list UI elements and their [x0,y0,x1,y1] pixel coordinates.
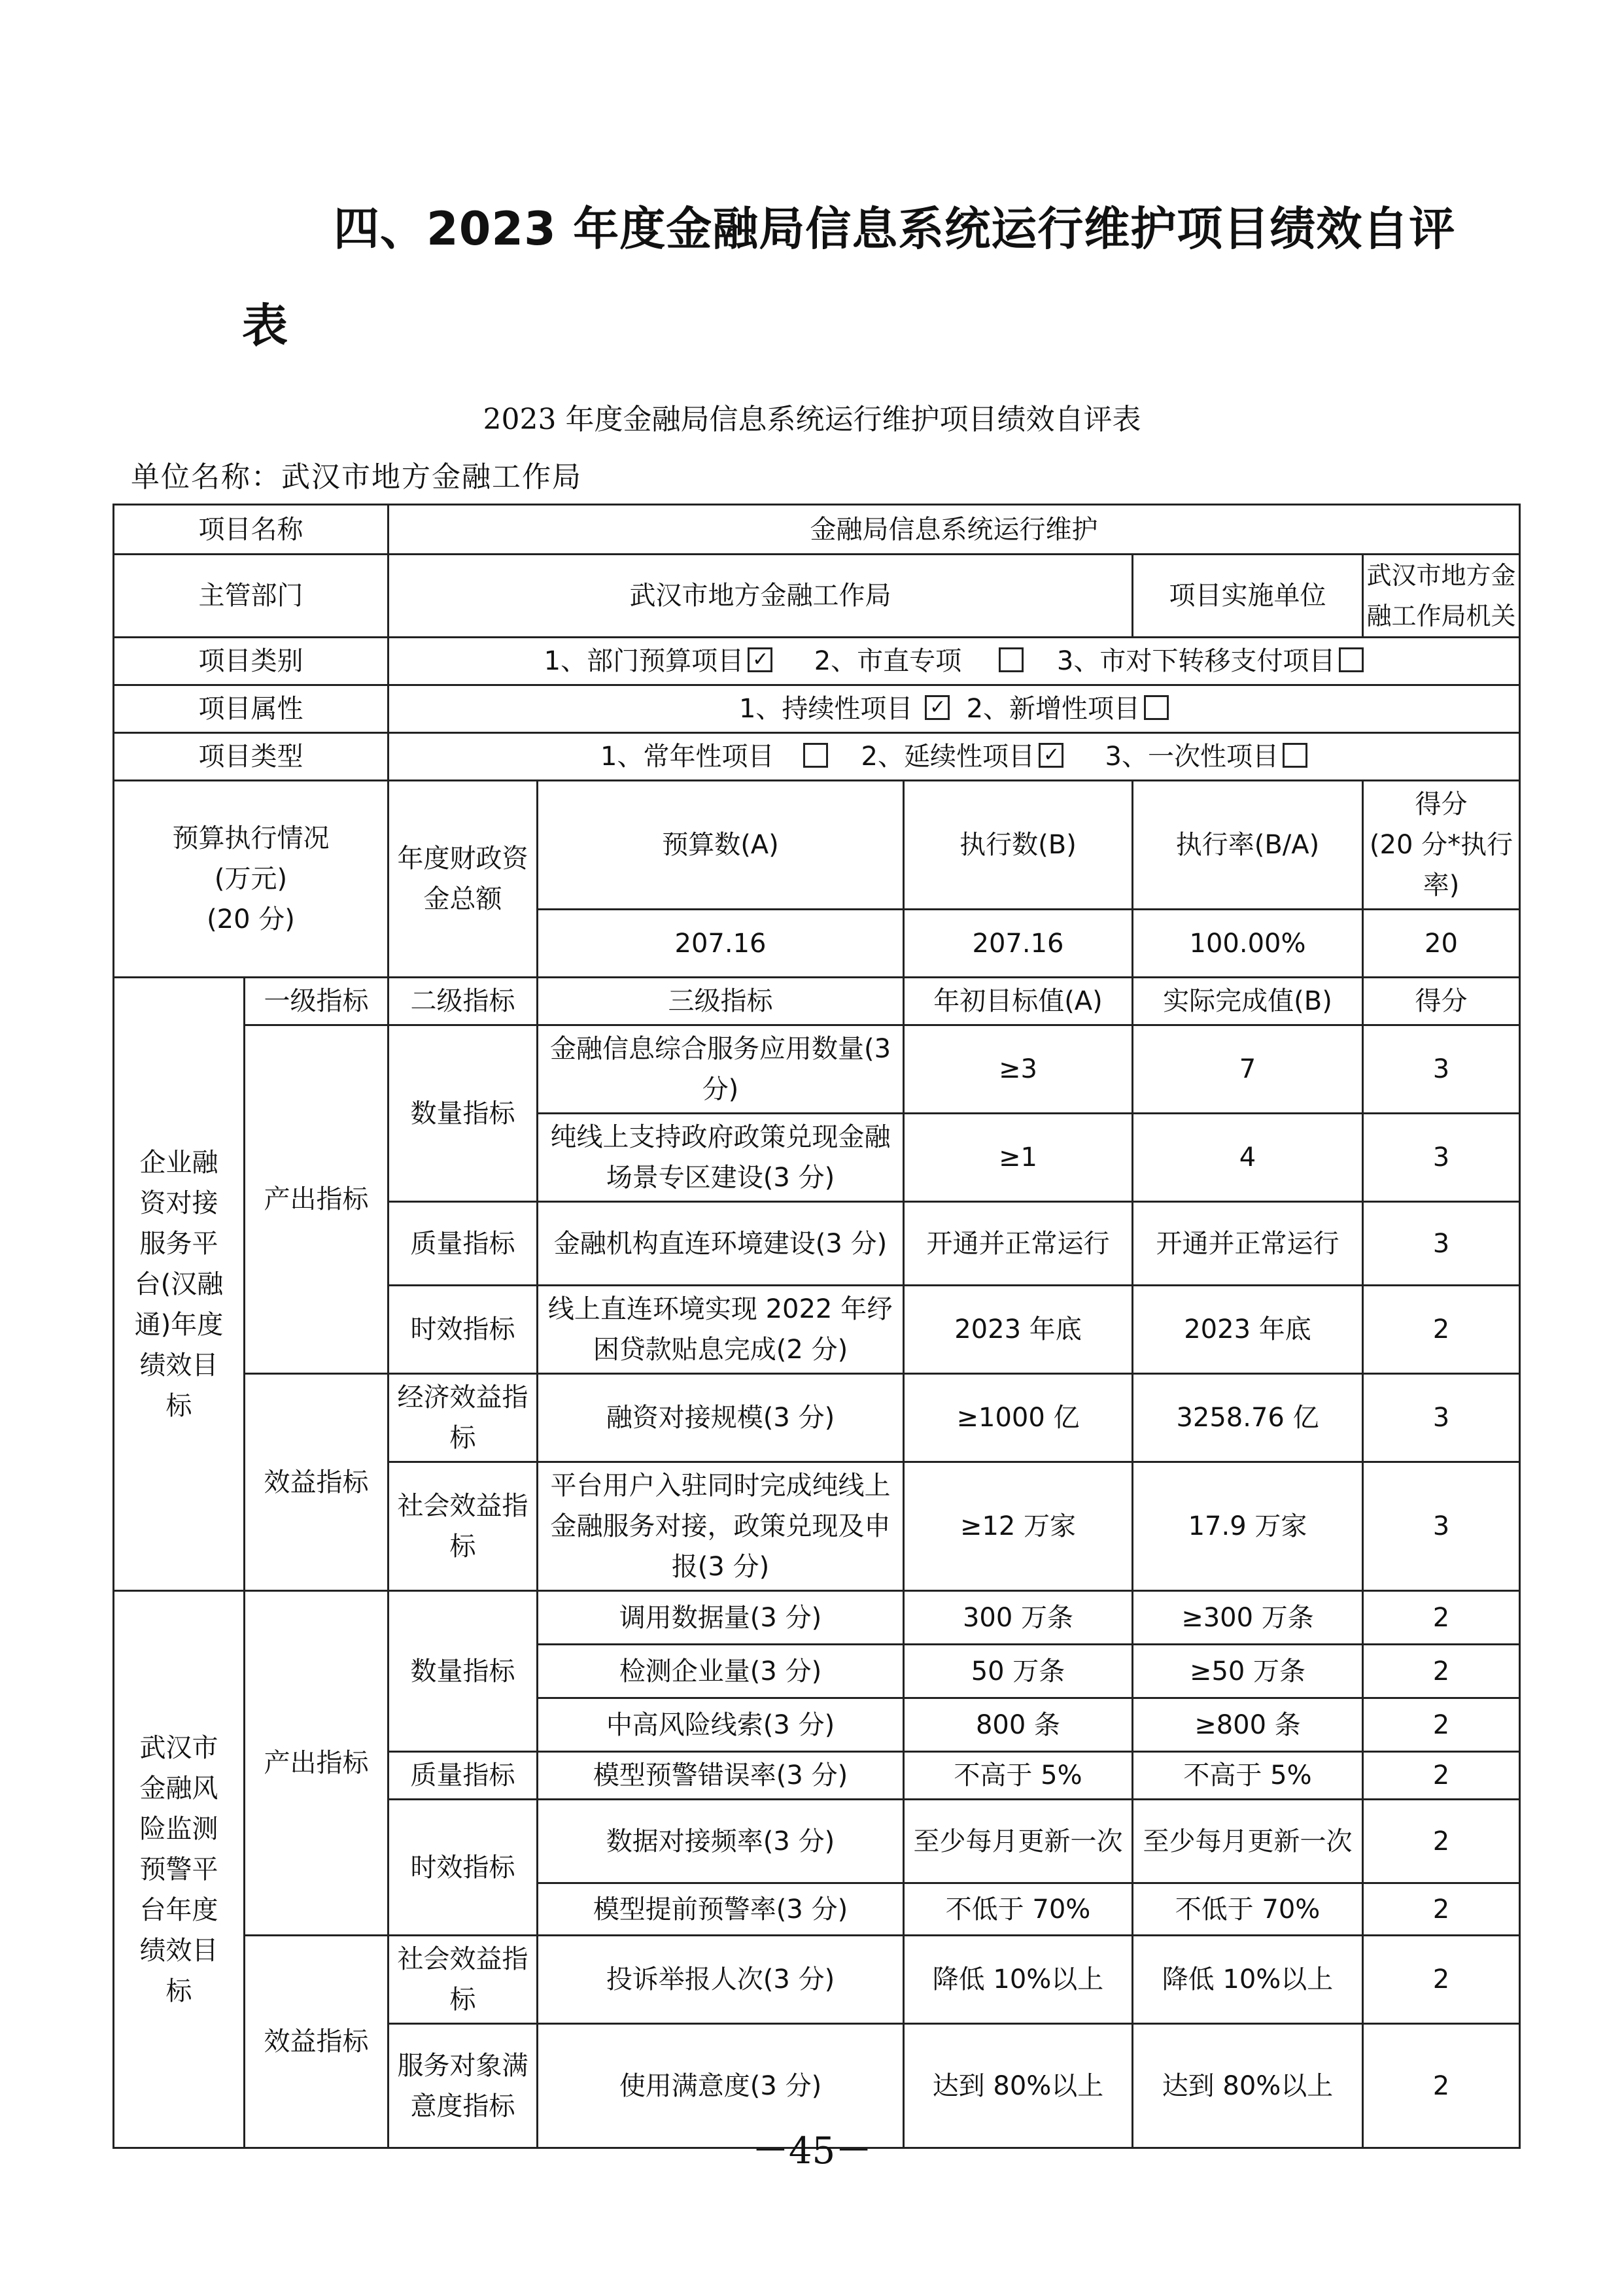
s1-social-label: 社会效益指标 [389,1462,538,1591]
type-option-3: 3、一次性项目 [1105,742,1279,772]
col-score [1363,781,1520,910]
category-option-2: 2、市直专项 [814,646,962,676]
s2-social-label: 社会效益指标 [389,1936,538,2024]
checkbox-icon[interactable] [1339,647,1364,672]
actual: 4 [1133,1114,1363,1202]
col-executed: 执行数(B) [904,781,1133,910]
score: 2 [1363,1752,1520,1800]
col-rate: 执行率(B/A) [1133,781,1363,910]
checkbox-checked-icon[interactable] [1039,743,1063,768]
indicator: 纯线上支持政府政策兑现金融场景专区建设(3 分) [538,1114,904,1202]
target: 50 万条 [904,1645,1133,1698]
actual: ≥50 万条 [1133,1645,1363,1698]
col-score-line: 得分 [1415,789,1468,819]
attr-label: 项目属性 [114,685,389,733]
actual: 至少每月更新一次 [1133,1800,1363,1883]
indicator: 检测企业量(3 分) [538,1645,904,1698]
score: 2 [1363,1591,1520,1645]
indicator: 融资对接规模(3 分) [538,1374,904,1462]
dept-label: 主管部门 [114,555,389,638]
score: 2 [1363,2024,1520,2148]
actual: 达到 80%以上 [1133,2024,1363,2148]
actual: ≥300 万条 [1133,1591,1363,1645]
s1-quality-label: 质量指标 [389,1202,538,1286]
rate-value: 100.00% [1133,910,1363,978]
page-heading-continued: 表 [242,299,288,352]
page-heading: 四、2023 年度金融局信息系统运行维护项目绩效自评 [334,202,1456,256]
checkbox-icon[interactable] [999,647,1024,672]
col-score-line: (20 分*执行率) [1369,830,1513,900]
executed-value: 207.16 [904,910,1133,978]
target: 开通并正常运行 [904,1202,1133,1286]
category-option-1: 1、部门预算项目 [544,646,744,676]
budget-value: 207.16 [538,910,904,978]
score: 2 [1363,1883,1520,1936]
indicator: 使用满意度(3 分) [538,2024,904,2148]
actual: 3258.76 亿 [1133,1374,1363,1462]
score: 2 [1363,1286,1520,1374]
category-label: 项目类别 [114,638,389,685]
target: 300 万条 [904,1591,1133,1645]
self-evaluation-table [112,504,1521,2149]
actual: ≥800 条 [1133,1698,1363,1752]
project-name-value: 金融局信息系统运行维护 [389,505,1520,555]
indicator: 平台用户入驻同时完成纯线上金融服务对接，政策兑现及申报(3 分) [538,1462,904,1591]
actual: 不高于 5% [1133,1752,1363,1800]
header-lvl2: 二级指标 [389,978,538,1025]
target: 降低 10%以上 [904,1936,1133,2024]
indicator: 中高风险线索(3 分) [538,1698,904,1752]
s1-output-label: 产出指标 [245,1025,389,1374]
target: 达到 80%以上 [904,2024,1133,2148]
target: 不高于 5% [904,1752,1133,1800]
actual: 开通并正常运行 [1133,1202,1363,1286]
project-name-label: 项目名称 [114,505,389,555]
header-target: 年初目标值(A) [904,978,1133,1025]
type-option-2: 2、延续性项目 [861,742,1035,772]
score: 3 [1363,1114,1520,1202]
indicator: 调用数据量(3 分) [538,1591,904,1645]
target: 至少每月更新一次 [904,1800,1133,1883]
target: ≥1 [904,1114,1133,1202]
score: 3 [1363,1025,1520,1114]
s1-benefit-label: 效益指标 [245,1374,389,1591]
s2-benefit-label: 效益指标 [245,1936,389,2148]
budget-label-line: 预算执行情况 [172,823,330,853]
indicator: 金融机构直连环境建设(3 分) [538,1202,904,1286]
target: 800 条 [904,1698,1133,1752]
target: 不低于 70% [904,1883,1133,1936]
target: ≥12 万家 [904,1462,1133,1591]
score: 3 [1363,1202,1520,1286]
type-label: 项目类型 [114,733,389,781]
dept-value: 武汉市地方金融工作局 [389,555,1133,638]
indicator: 金融信息综合服务应用数量(3 分) [538,1025,904,1114]
actual: 降低 10%以上 [1133,1936,1363,2024]
score-value: 20 [1363,910,1520,978]
actual: 不低于 70% [1133,1883,1363,1936]
impl-label: 项目实施单位 [1133,555,1363,638]
fund-label: 年度财政资金总额 [389,781,538,978]
score: 2 [1363,1800,1520,1883]
category-options [389,638,1520,685]
s1-time-label: 时效指标 [389,1286,538,1374]
target: 2023 年底 [904,1286,1133,1374]
s2-qty-label: 数量指标 [389,1591,538,1752]
indicator: 模型预警错误率(3 分) [538,1752,904,1800]
checkbox-icon[interactable] [803,743,828,768]
score: 2 [1363,1645,1520,1698]
score: 2 [1363,1936,1520,2024]
s2-time-label: 时效指标 [389,1800,538,1936]
col-budget: 预算数(A) [538,781,904,910]
actual: 2023 年底 [1133,1286,1363,1374]
category-option-3: 3、市对下转移支付项目 [1056,646,1336,676]
checkbox-icon[interactable] [1283,743,1307,768]
indicator: 模型提前预警率(3 分) [538,1883,904,1936]
target: ≥1000 亿 [904,1374,1133,1462]
s2-satisfaction-label: 服务对象满意度指标 [389,2024,538,2148]
impl-value: 武汉市地方金融工作局机关 [1363,555,1520,638]
actual: 7 [1133,1025,1363,1114]
indicator: 投诉举报人次(3 分) [538,1936,904,2024]
header-score: 得分 [1363,978,1520,1025]
budget-label [114,781,389,978]
type-options [389,733,1520,781]
indicator: 数据对接频率(3 分) [538,1800,904,1883]
type-option-1: 1、常年性项目 [600,742,774,772]
attr-option-2: 2、新增性项目 [966,694,1141,724]
header-lvl3: 三级指标 [538,978,904,1025]
score: 3 [1363,1462,1520,1591]
s2-output-label: 产出指标 [245,1591,389,1936]
checkbox-icon[interactable] [1144,695,1169,720]
s1-econ-label: 经济效益指标 [389,1374,538,1462]
header-actual: 实际完成值(B) [1133,978,1363,1025]
checkbox-checked-icon[interactable] [748,647,772,672]
s2-quality-label: 质量指标 [389,1752,538,1800]
score: 3 [1363,1374,1520,1462]
unit-name: 单位名称：武汉市地方金融工作局 [131,460,582,494]
page-number: －45－ [752,2130,872,2172]
target: ≥3 [904,1025,1133,1114]
checkbox-checked-icon[interactable] [925,695,950,720]
section1-name: 企业融资对接服务平台(汉融通)年度绩效目标 [114,978,245,1591]
section2-name: 武汉市金融风险监测预警平台年度绩效目标 [114,1591,245,2148]
budget-label-line: (万元) [214,864,288,894]
attr-options [389,685,1520,733]
indicator: 线上直连环境实现 2022 年纾困贷款贴息完成(2 分) [538,1286,904,1374]
actual: 17.9 万家 [1133,1462,1363,1591]
s1-qty-label: 数量指标 [389,1025,538,1202]
attr-option-1: 1、持续性项目 [738,694,913,724]
budget-label-line: (20 分) [207,904,295,934]
score: 2 [1363,1698,1520,1752]
table-title: 2023 年度金融局信息系统运行维护项目绩效自评表 [483,403,1141,436]
header-lvl1: 一级指标 [245,978,389,1025]
